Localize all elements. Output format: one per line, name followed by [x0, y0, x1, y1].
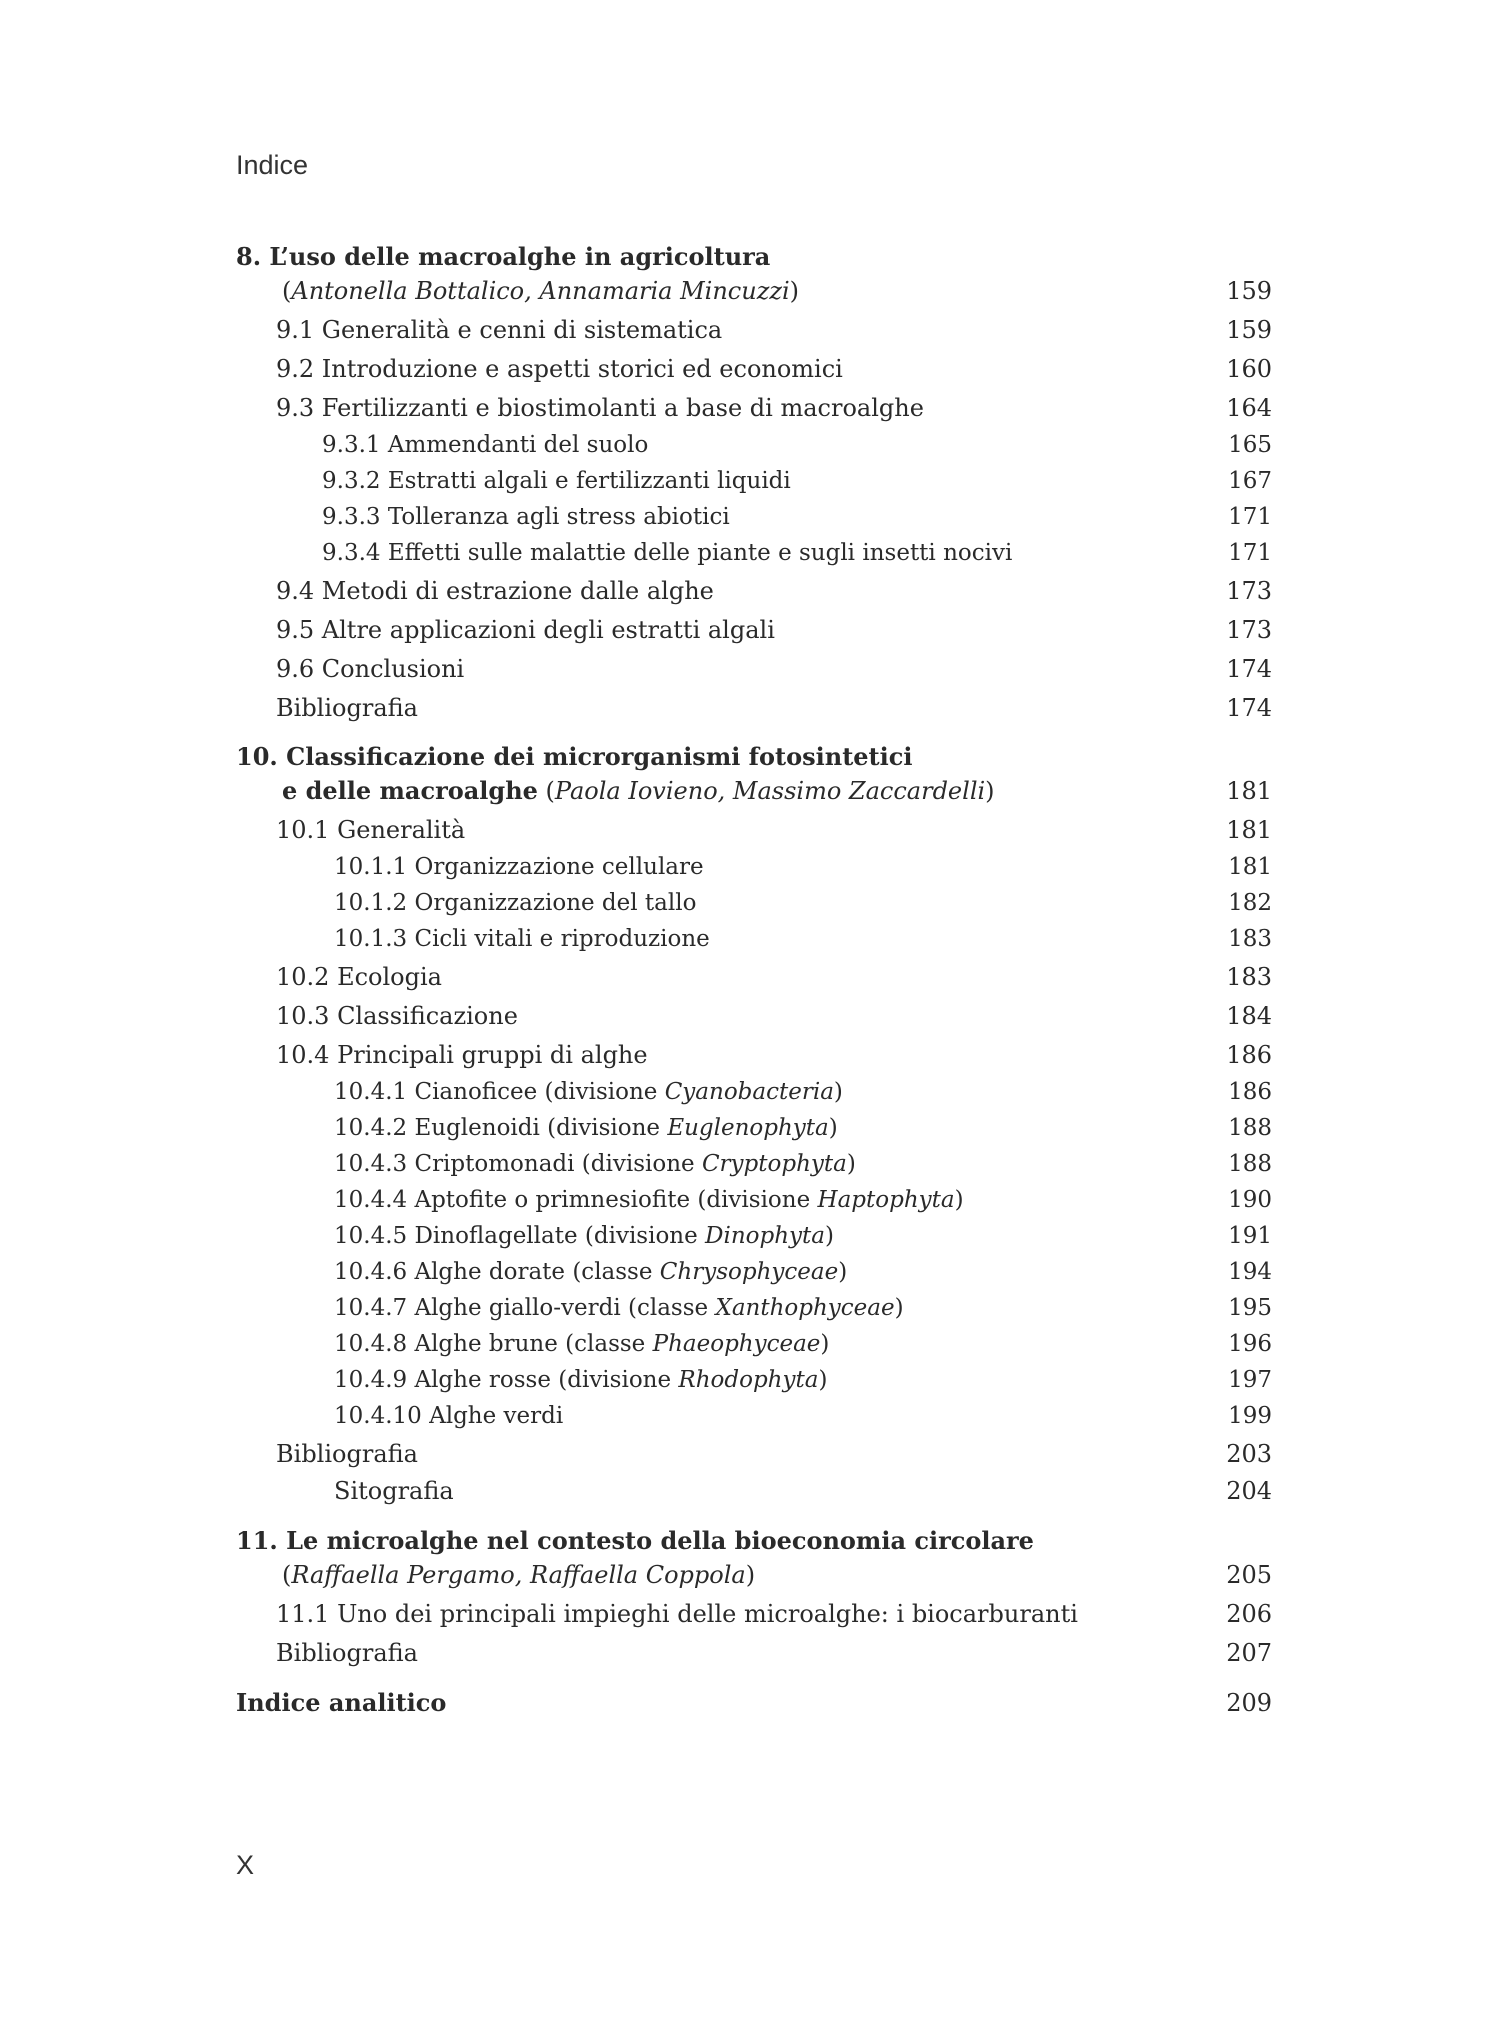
toc-entry: 9.3.3 Tolleranza agli stress abiotici 171 — [322, 504, 1272, 530]
toc-entry: 9.3.1 Ammendanti del suolo 165 — [322, 432, 1272, 458]
toc-entry: 10.4.4 Aptofite o primnesiofite (divisione Haptophyta) 190 — [334, 1187, 1272, 1213]
chapter-8-authors-row — [0, 274, 1489, 308]
chapter-8-title: 8. L’uso delle macroalghe in agricoltura — [236, 242, 771, 271]
page-number: 209 — [1226, 1689, 1272, 1717]
toc-entry: 10.4.9 Alghe rosse (divisione Rhodophyta) 197 — [334, 1367, 1272, 1393]
toc-entry: 10.1.3 Cicli vitali e riproduzione 183 — [334, 926, 1272, 952]
chapter-11-authors-row — [0, 1558, 1489, 1592]
chapter-11-title-row — [0, 1524, 1489, 1558]
toc-entry: 10.4 Principali gruppi di alghe 186 — [276, 1041, 1272, 1069]
toc-entry: 9.3.2 Estratti algali e fertilizzanti liquidi 167 — [322, 468, 1272, 494]
toc-entry: 9.2 Introduzione e aspetti storici ed economici 160 — [276, 355, 1272, 383]
toc-entry: 10.2 Ecologia 183 — [276, 963, 1272, 991]
toc-entry: 10.3 Classificazione 184 — [276, 1002, 1272, 1030]
toc-entry: 10.1 Generalità 181 — [276, 816, 1272, 844]
index-entry-row — [0, 1686, 1489, 1720]
toc-entry: 10.4.1 Cianoficee (divisione Cyanobacteria) 186 — [334, 1079, 1272, 1105]
toc-entry: 10.4.5 Dinoflagellate (divisione Dinophyta) 191 — [334, 1223, 1272, 1249]
toc-entry: 10.4.7 Alghe giallo-verdi (classe Xanthophyceae) 195 — [334, 1295, 1272, 1321]
toc-entry: 9.4 Metodi di estrazione dalle alghe 173 — [276, 577, 1272, 605]
chapter-11-title: 11. Le microalghe nel contesto della bioeconomia circolare — [236, 1526, 1034, 1555]
toc-entry: 10.4.2 Euglenoidi (divisione Euglenophyta) 188 — [334, 1115, 1272, 1141]
toc-entry: Bibliografia 203 — [276, 1440, 1272, 1468]
toc-entry: 9.3.4 Effetti sulle malattie delle piante e sugli insetti nocivi 171 — [322, 540, 1272, 566]
chapter-10-title: 10. Classificazione dei microrganismi fotosintetici — [236, 742, 913, 771]
toc-entry: 10.1.2 Organizzazione del tallo 182 — [334, 890, 1272, 916]
running-head: Indice — [236, 150, 309, 180]
page-number: 181 — [1226, 777, 1272, 805]
index-title: Indice analitico — [236, 1688, 447, 1717]
page-number: 205 — [1226, 1561, 1272, 1589]
toc-entry: 10.4.8 Alghe brune (classe Phaeophyceae) 196 — [334, 1331, 1272, 1357]
toc-entry: Sitografia 204 — [334, 1477, 1272, 1505]
chapter-8-title-row — [0, 240, 1489, 274]
toc-entry: 9.5 Altre applicazioni degli estratti algali 173 — [276, 616, 1272, 644]
page-number: 159 — [1226, 277, 1272, 305]
toc-entry: 9.1 Generalità e cenni di sistematica 159 — [276, 316, 1272, 344]
toc-entry: 9.3 Fertilizzanti e biostimolanti a base di macroalghe 164 — [276, 394, 1272, 422]
toc-entry: Bibliografia 174 — [276, 694, 1272, 722]
chapter-10-title-row-2 — [0, 774, 1489, 808]
chapter-10-subtitle: e delle macroalghe (Paola Iovieno, Massimo Zaccardelli) — [282, 776, 995, 805]
chapter-8-authors: (Antonella Bottalico, Annamaria Mincuzzi) — [282, 277, 800, 305]
toc-entry: 10.4.3 Criptomonadi (divisione Cryptophyta) 188 — [334, 1151, 1272, 1177]
toc-entry: Bibliografia 207 — [276, 1639, 1272, 1667]
toc-entry: 9.6 Conclusioni 174 — [276, 655, 1272, 683]
toc-entry: 11.1 Uno dei principali impieghi delle microalghe: i biocarburanti 206 — [276, 1600, 1272, 1628]
toc-entry: 10.4.10 Alghe verdi 199 — [334, 1403, 1272, 1429]
chapter-10-title-row — [0, 740, 1489, 774]
toc-entry: 10.4.6 Alghe dorate (classe Chrysophyceae) 194 — [334, 1259, 1272, 1285]
toc-entry: 10.1.1 Organizzazione cellulare 181 — [334, 854, 1272, 880]
chapter-11-authors: (Raffaella Pergamo, Raffaella Coppola) — [282, 1561, 756, 1589]
page-folio: X — [236, 1850, 255, 1880]
